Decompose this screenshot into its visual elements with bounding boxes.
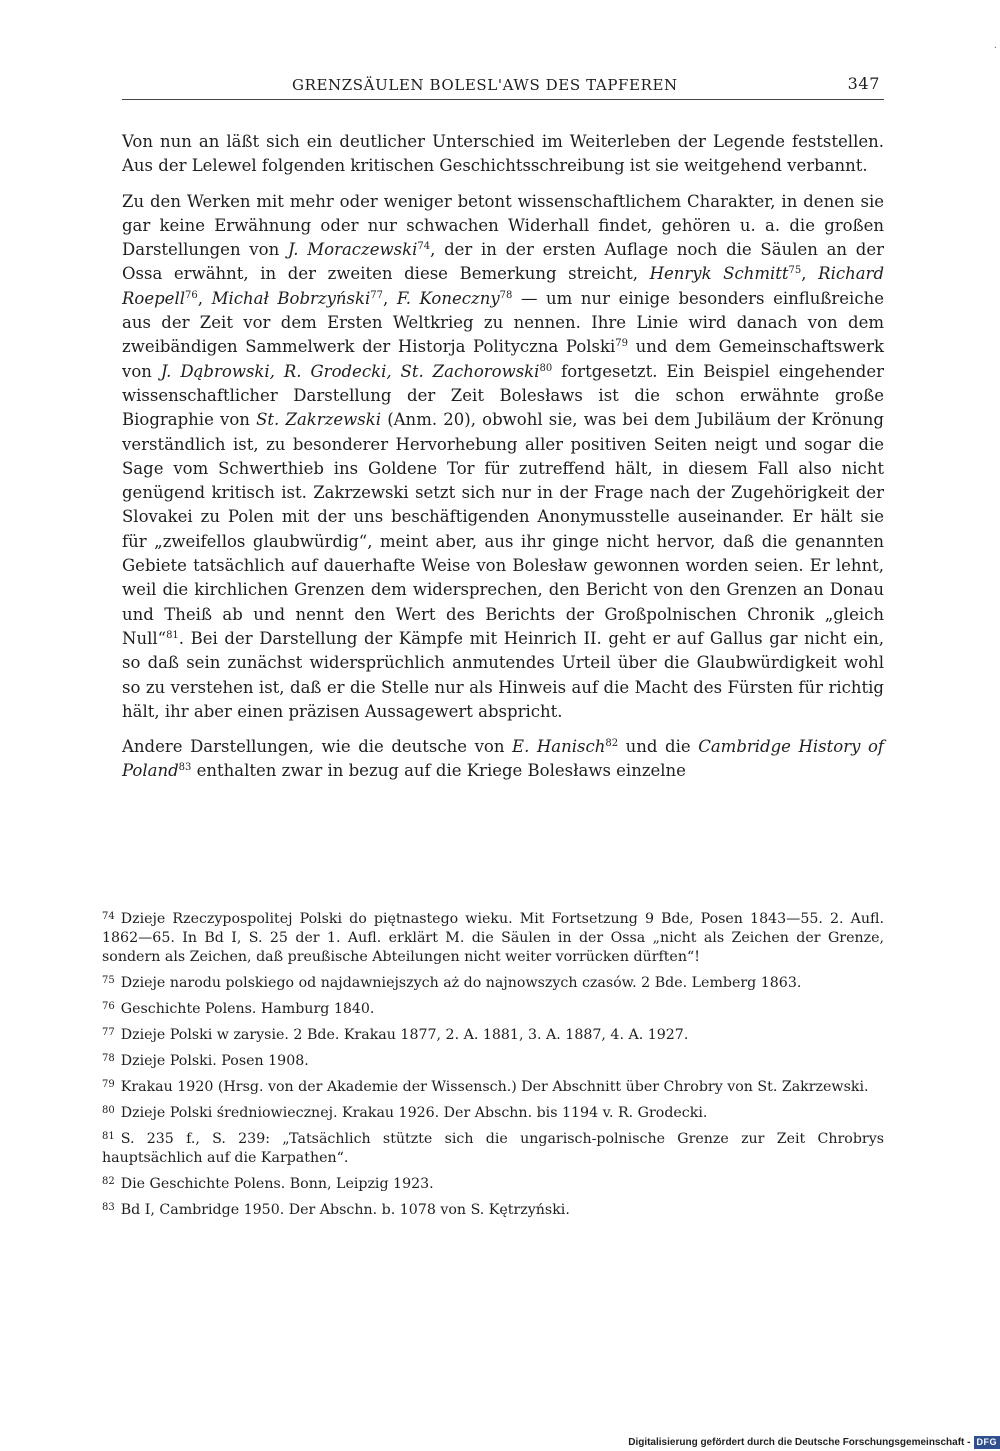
digitization-footer xyxy=(628,1435,1000,1449)
footnote-number: 75 xyxy=(102,975,115,986)
paragraph-2 xyxy=(122,190,884,725)
footnote-number: 82 xyxy=(102,1176,115,1187)
footnote-text: Dzieje narodu polskiego od najdawniejszych aż do najnowszych czasów. 2 Bde. Lemberg 1863. xyxy=(120,975,802,991)
footnote-ref[interactable]: 78 xyxy=(499,289,513,301)
text-run: und dem Gemeinschaftswerk von xyxy=(122,337,885,381)
footnote-ref[interactable]: 81 xyxy=(166,629,179,641)
footnote xyxy=(102,1101,884,1123)
footnote xyxy=(102,1023,884,1045)
text-run: — um nur einige besonders einflußreiche aus der Zeit vor dem Ersten Weltkrieg zu nennen. Ihre Linie wird danach von dem zweibändigen Sammelwerk der Historja Polityczna Polski xyxy=(122,288,884,357)
footnote-number: 74 xyxy=(102,911,115,922)
text-run: Andere Darstellungen, wie die deutsche von xyxy=(122,737,513,757)
paragraph-3 xyxy=(122,735,884,784)
text-run: . Bei der Darstellung der Kämpfe mit Heinrich II. geht er auf Gallus gar nicht ein, so daß sein zunächst widersprüchlich anmutendes Urteil über die Glaubwürdigkeit wohl so zu verstehen ist, daß er die Stelle nur als Hinweis auf die Macht des Fürsten für richtig hält, ihr aber einen präzisen Aussagewert abspricht. xyxy=(122,628,884,721)
footnote xyxy=(102,971,884,993)
text-run: , xyxy=(197,288,212,308)
text-run: fortgesetzt. Ein Beispiel eingehender wissenschaftlicher Darstellung der Zeit Bolesławs ist die schon erwähnte große Biographie von xyxy=(122,361,884,430)
author-name: E. Hanisch xyxy=(512,737,606,757)
footnote xyxy=(102,907,884,967)
footnote-number: 80 xyxy=(102,1105,115,1116)
footnote-text: Dzieje Polski średniowiecznej. Krakau 1926. Der Abschn. bis 1194 v. R. Grodecki. xyxy=(120,1105,708,1121)
footnotes xyxy=(102,907,884,1224)
author-name: Henryk Schmitt xyxy=(649,264,789,284)
footnote-number: 81 xyxy=(102,1131,115,1142)
footnote-text: Bd I, Cambridge 1950. Der Abschn. b. 1078 von S. Kętrzyński. xyxy=(120,1202,570,1218)
footnote xyxy=(102,1127,884,1168)
footnote-number: 76 xyxy=(102,1001,115,1012)
footnote-text: Die Geschichte Polens. Bonn, Leipzig 1923. xyxy=(120,1176,434,1192)
paragraph-1: Von nun an läßt sich ein deutlicher Unterschied im Weiterleben der Legende feststellen. Aus der Lelewel folgenden kritischen Geschichtsschreibung ist sie weitgehend verbannt. xyxy=(122,132,884,176)
footnote-number: 77 xyxy=(102,1027,115,1038)
text-run: enthalten zwar in bezug auf die Kriege Bolesławs einzelne xyxy=(191,761,686,781)
footnote-text: Geschichte Polens. Hamburg 1840. xyxy=(120,1001,375,1017)
edge-mark: . xyxy=(993,40,997,51)
author-name: F. Koneczny xyxy=(396,288,500,308)
page-number: 347 xyxy=(847,74,880,93)
author-name: Richard Roepell xyxy=(122,264,885,308)
text-run: Zu den Werken mit mehr oder weniger betont wissenschaftlichem Charakter, in denen sie gar keine Erwähnung oder nur schwachen Widerhall findet, gehören u. a. die großen Darstellungen von xyxy=(122,191,884,260)
digitization-note: Digitalisierung gefördert durch die Deutsche Forschungsgemeinschaft - xyxy=(628,1436,971,1448)
footnote xyxy=(102,1075,884,1097)
footnote-number: 78 xyxy=(102,1053,115,1064)
footnote-ref[interactable]: 79 xyxy=(615,338,629,350)
text-run: , xyxy=(801,264,819,284)
footnote-ref[interactable]: 83 xyxy=(178,762,192,774)
footnote-text: Dzieje Rzeczypospolitej Polski do piętnastego wieku. Mit Fortsetzung 9 Bde, Posen 1843—55. 2. Aufl. 1862—65. In Bd I, S. 25 der 1. Aufl. erklärt M. die Säulen in der Ossa „nicht als Zeichen der Grenze, sondern als Zeichen, daß preußische Abteilungen nicht weiter vorrücken dürften“! xyxy=(102,911,884,965)
author-name: J. Moraczewski xyxy=(287,240,418,260)
text-run: , xyxy=(383,288,397,308)
footnote xyxy=(102,1198,884,1220)
main-text xyxy=(122,130,884,795)
footnote xyxy=(102,1172,884,1194)
footnote-ref[interactable]: 75 xyxy=(788,265,802,277)
dfg-logo: DFG xyxy=(974,1436,1000,1449)
author-name: Michał Bobrzyński xyxy=(211,288,371,308)
footnote-ref[interactable]: 80 xyxy=(539,362,553,374)
footnote xyxy=(102,1049,884,1071)
footnote-text: Krakau 1920 (Hrsg. von der Akademie der Wissensch.) Der Abschnitt über Chrobry von St. Zakrzewski. xyxy=(120,1079,869,1095)
footnote-number: 83 xyxy=(102,1202,115,1213)
running-header xyxy=(122,70,884,98)
footnote-text: Dzieje Polski w zarysie. 2 Bde. Krakau 1877, 2. A. 1881, 3. A. 1887, 4. A. 1927. xyxy=(120,1027,689,1043)
footnote xyxy=(102,997,884,1019)
text-run: und die xyxy=(618,737,699,757)
author-name: St. Zakrzewski xyxy=(256,410,382,430)
running-title: GRENZSÄULEN BOLESL'AWS DES TAPFEREN xyxy=(292,76,678,94)
text-run: , der in der ersten Auflage noch die Säulen an der Ossa erwähnt, in der zweiten diese Bemerkung streicht, xyxy=(122,240,885,284)
footnote-ref[interactable]: 76 xyxy=(185,289,198,301)
footnote-ref[interactable]: 74 xyxy=(417,241,431,253)
text-run: (Anm. 20), obwohl sie, was bei dem Jubiläum der Krönung verständlich ist, zu besonderer Hervorhebung aller positiven Seiten neigt und sogar die Sage vom Schwerthieb ins Goldene Tor für zutreffend hält, in diesem Fall also nicht genügend kritisch ist. Zakrzewski setzt sich nur in der Frage nach der Zugehörigkeit der Slovakei zu Polen mit der uns beschäftigenden Anonymusstelle auseinander. Er hält sie für „zweifellos glaubwürdig“, meint aber, aus ihr ginge nicht hervor, daß die genannten Gebiete tatsächlich auf dauerhafte Weise von Bolesław gewonnen worden seien. Er lehnt, weil die kirchlichen Grenzen dem widersprechen, den Bericht von den Grenzen an Donau und Theiß ab und nennt den Wert des Berichts der Großpolnischen Chronik „gleich Null“ xyxy=(122,410,884,648)
author-name: J. Dąbrowski, R. Grodecki, St. Zachorowski xyxy=(160,361,540,381)
footnote-text: Dzieje Polski. Posen 1908. xyxy=(120,1053,309,1069)
footnote-ref[interactable]: 82 xyxy=(605,738,619,750)
header-rule xyxy=(122,99,884,100)
footnote-text: S. 235 f., S. 239: „Tatsächlich stützte sich die ungarisch-polnische Grenze zur Zeit Chrobrys hauptsächlich auf die Karpathen“. xyxy=(102,1131,884,1166)
footnote-number: 79 xyxy=(102,1079,115,1090)
work-title: Cambridge History of Poland xyxy=(122,737,885,781)
footnote-ref[interactable]: 77 xyxy=(370,289,384,301)
